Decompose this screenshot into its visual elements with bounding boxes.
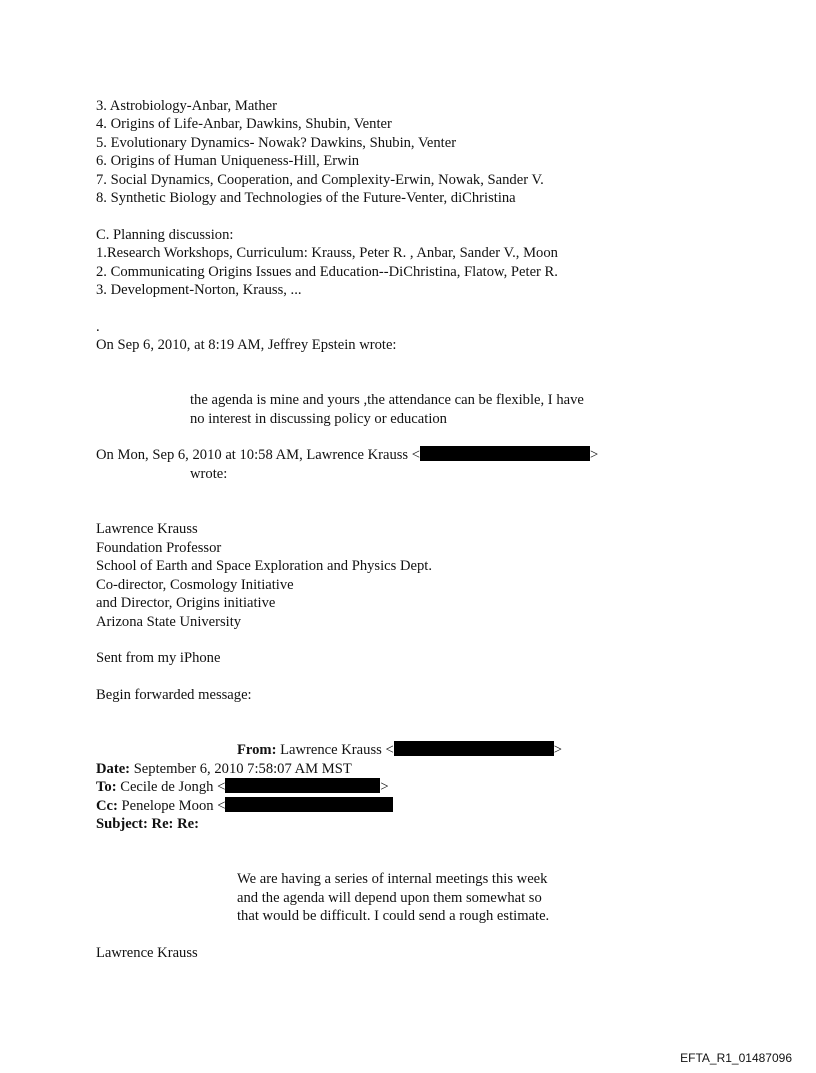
from-value: Lawrence Krauss < <box>276 742 394 758</box>
signature-codirector: Co-director, Cosmology Initiative <box>96 577 294 593</box>
epstein-body-line-2: no interest in discussing policy or education <box>190 411 447 427</box>
list-item-human-uniqueness: 6. Origins of Human Uniqueness-Hill, Erwin <box>96 153 360 169</box>
signature-name: Lawrence Krauss <box>96 521 198 537</box>
forwarded-body-line-2: and the agenda will depend upon them somewhat so <box>237 890 542 906</box>
cc-label: Cc: <box>96 798 118 814</box>
document-id-footer: EFTA_R1_01487096 <box>680 1051 792 1065</box>
list-item-synthetic-biology: 8. Synthetic Biology and Technologies of the Future-Venter, diChristina <box>96 190 516 206</box>
krauss-header-wrote: wrote: <box>190 466 228 482</box>
to-close: > <box>380 779 389 795</box>
forwarded-to <box>96 778 389 796</box>
epstein-body-line-1: the agenda is mine and yours ,the attendance can be flexible, I have <box>190 392 584 408</box>
list-item-astrobiology: 3. Astrobiology-Anbar, Mather <box>96 98 277 114</box>
planning-heading: C. Planning discussion: <box>96 227 234 243</box>
redaction-block <box>420 446 590 461</box>
signature-director: and Director, Origins initiative <box>96 595 276 611</box>
forwarded-cc <box>96 797 393 815</box>
planning-item-communicating: 2. Communicating Origins Issues and Education--DiChristina, Flatow, Peter R. <box>96 264 558 280</box>
forwarded-body-line-3: that would be difficult. I could send a rough estimate. <box>237 908 550 924</box>
closing-name: Lawrence Krauss <box>96 945 198 961</box>
cc-value: Penelope Moon < <box>117 798 226 814</box>
redaction-block <box>225 797 393 812</box>
subject-value: Re: Re: <box>147 816 199 832</box>
list-item-evolutionary-dynamics: 5. Evolutionary Dynamics- Nowak? Dawkins, Shubin, Venter <box>96 135 457 151</box>
forwarded-from <box>237 741 562 759</box>
date-label: Date: <box>96 761 131 777</box>
to-value: Cecile de Jongh < <box>116 779 226 795</box>
begin-forwarded-line: Begin forwarded message: <box>96 687 252 703</box>
forwarded-subject <box>96 815 199 833</box>
date-value: September 6, 2010 7:58:07 AM MST <box>130 761 352 777</box>
to-label: To: <box>96 779 117 795</box>
signature-university: Arizona State University <box>96 614 242 630</box>
krauss-header-prefix: On Mon, Sep 6, 2010 at 10:58 AM, Lawrence Krauss < <box>96 447 420 463</box>
redaction-block <box>225 778 380 793</box>
stray-dot: . <box>96 319 100 335</box>
planning-item-research: 1.Research Workshops, Curriculum: Krauss, Peter R. , Anbar, Sander V., Moon <box>96 245 558 261</box>
planning-item-development: 3. Development-Norton, Krauss, ... <box>96 282 302 298</box>
signature-title: Foundation Professor <box>96 540 222 556</box>
subject-label: Subject: <box>96 816 148 832</box>
list-item-social-dynamics: 7. Social Dynamics, Cooperation, and Complexity-Erwin, Nowak, Sander V. <box>96 172 544 188</box>
redaction-block <box>394 741 554 756</box>
forwarded-body-line-1: We are having a series of internal meetings this week <box>237 871 548 887</box>
signature-school: School of Earth and Space Exploration and Physics Dept. <box>96 558 432 574</box>
sent-from-line: Sent from my iPhone <box>96 650 221 666</box>
epstein-reply-header: On Sep 6, 2010, at 8:19 AM, Jeffrey Epstein wrote: <box>96 337 397 353</box>
forwarded-date <box>96 760 352 778</box>
krauss-reply-header <box>96 446 598 464</box>
krauss-header-suffix: > <box>589 447 599 463</box>
list-item-origins-of-life: 4. Origins of Life-Anbar, Dawkins, Shubin, Venter <box>96 116 392 132</box>
from-label: From: <box>237 742 277 758</box>
from-close: > <box>553 742 562 758</box>
